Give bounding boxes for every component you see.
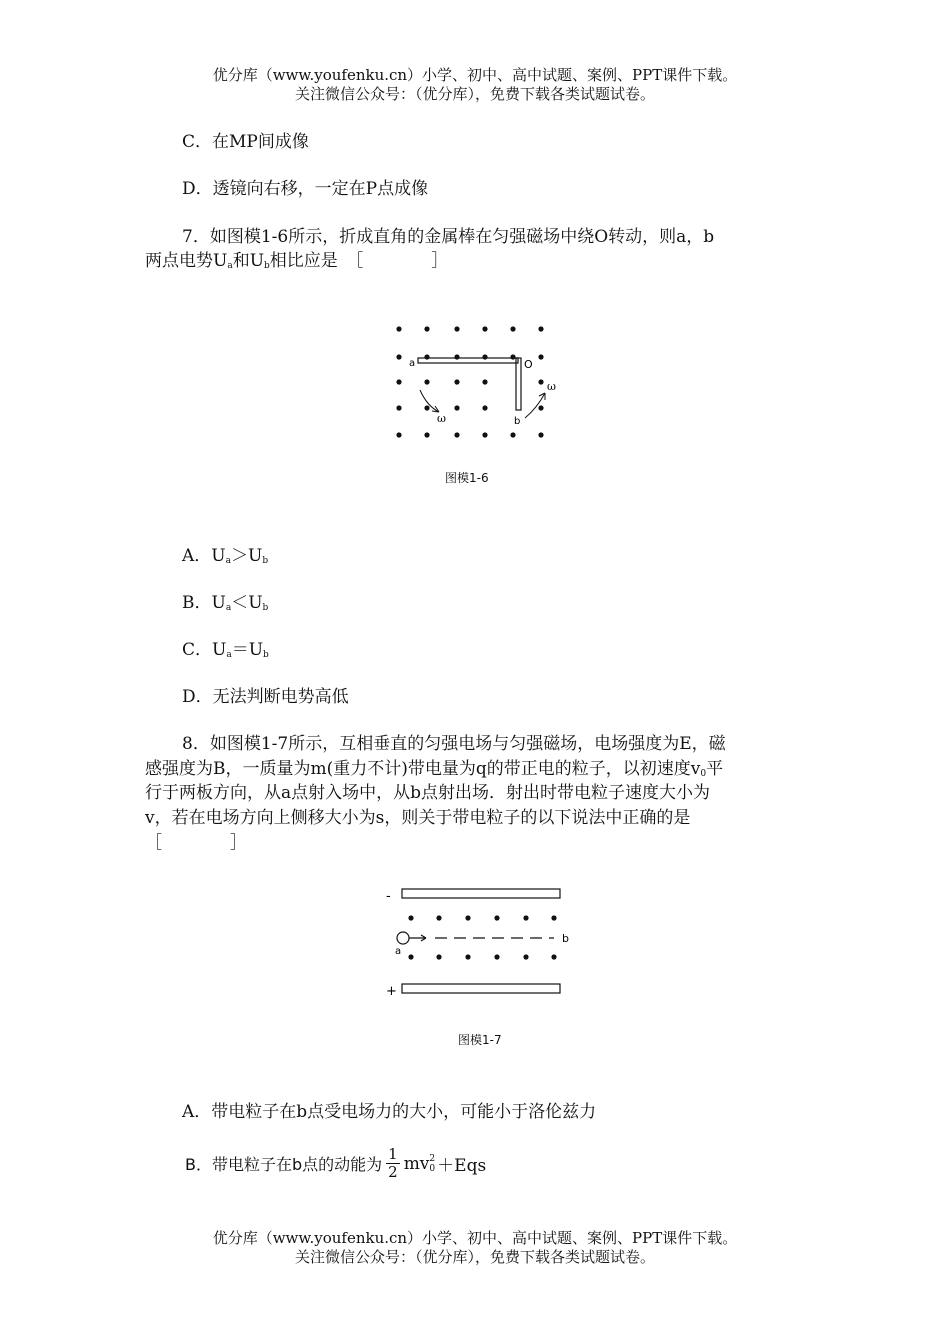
label-b: b — [514, 416, 521, 427]
fraction: 1 2 — [388, 1145, 398, 1181]
q8-stem-line-1: 8．如图模1-7所示，互相垂直的匀强电场与匀强磁场，电场强度为E，磁 — [182, 734, 726, 754]
q7-option-a: A．$U_a>U_b$ — [182, 546, 269, 566]
rotation-arrow-right — [525, 393, 545, 418]
figure-1-7-caption: 图模1-7 — [458, 1033, 502, 1047]
q7-option-c: C．$U_a=U_b$ — [182, 640, 269, 660]
label-a: a — [409, 358, 416, 369]
upper-plate — [402, 889, 560, 898]
footer-line-2: 关注微信公众号：（优分库），免费下载各类试题试卷。 — [294, 1248, 655, 1266]
figure-1-6 — [385, 318, 565, 454]
q8-option-a: A．带电粒子在b点受电场力的大小，可能小于洛伦兹力 — [182, 1102, 597, 1122]
particle — [397, 932, 409, 944]
plus-sign: + — [386, 984, 397, 999]
bent-metal-rod — [418, 358, 521, 410]
footer-line-1: 优分库（www.youfenku.cn）小学、初中、高中试题、案例、PPT课件下载。 — [212, 1229, 738, 1247]
q6-option-c: C．在MP间成像 — [182, 132, 309, 152]
q8-stem-line-4: v，若在电场方向上侧移大小为s，则关于带电粒子的以下说法中正确的是 — [145, 808, 691, 828]
q8-stem-line-2: 感强度为B，一质量为m(重力不计)带电量为q的带正电的粒子，以初速度$v_0$平 — [145, 759, 724, 779]
q8-stem-line-5: ［ ］ — [145, 833, 247, 853]
label-b: b — [562, 932, 569, 945]
figure-1-6-caption: 图模1-6 — [445, 471, 489, 485]
lower-plate — [402, 984, 560, 993]
omega-right: ω — [547, 380, 556, 393]
header-line-1: 优分库（www.youfenku.cn）小学、初中、高中试题、案例、PPT课件下载。 — [212, 66, 738, 84]
q7-option-d: D．无法判断电势高低 — [182, 687, 349, 707]
label-o: O — [524, 358, 533, 371]
header-line-2: 关注微信公众号：（优分库），免费下载各类试题试卷。 — [294, 85, 655, 103]
q7-option-b: B．$U_a<U_b$ — [182, 593, 269, 613]
minus-sign: - — [386, 889, 391, 904]
q7-stem-line-1: 7．如图模1-6所示，折成直角的金属棒在匀强磁场中绕O转动，则a，b — [182, 227, 715, 247]
q7-stem-line-2: 两点电势$U_a$和$U_b$相比应是 ［ ］ — [145, 251, 449, 271]
q6-option-d: D．透镜向右移，一定在P点成像 — [182, 179, 429, 199]
figure-1-7 — [380, 882, 580, 1002]
label-a: a — [395, 946, 402, 957]
q8-stem-line-3: 行于两板方向，从a点射入场中，从b点射出场．射出时带电粒子速度大小为 — [145, 783, 711, 803]
omega-left: ω — [437, 412, 446, 425]
velocity-arrow — [409, 935, 426, 941]
q8-option-b: B．带电粒子在b点的动能为 1 2 mv 2 0 ＋Eqs — [185, 1145, 487, 1181]
